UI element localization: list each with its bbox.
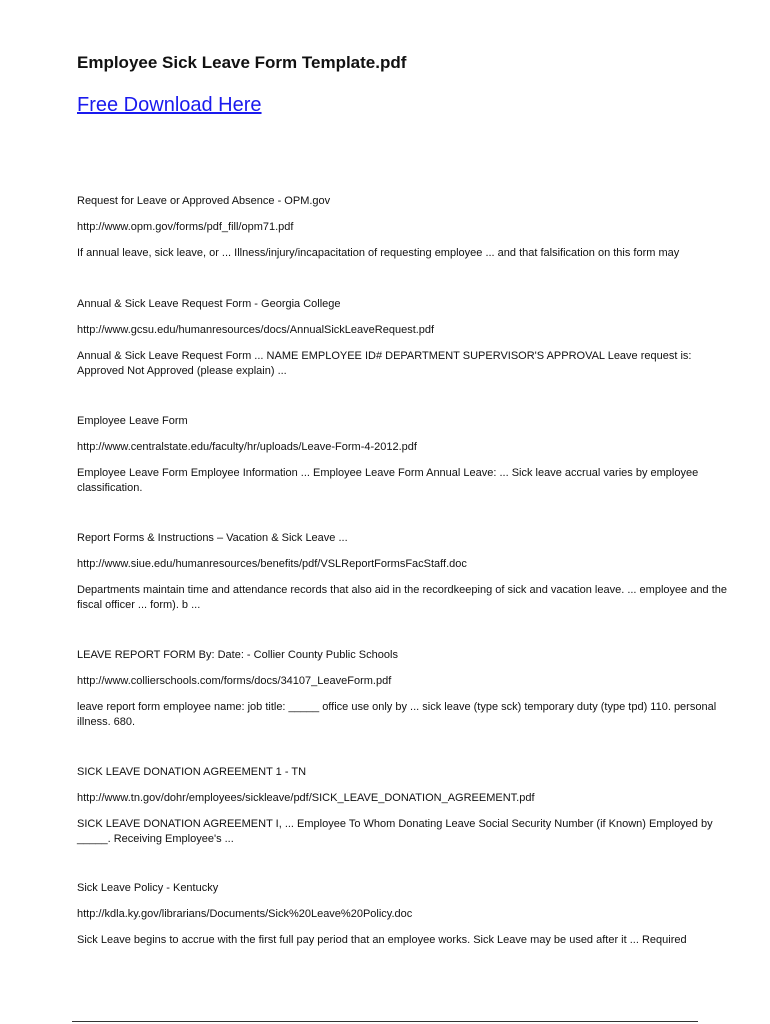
page-title: Employee Sick Leave Form Template.pdf	[77, 53, 407, 72]
result-snippet: If annual leave, sick leave, or ... Illness/injury/incapacitation of requesting employee ... and that falsification on this form may	[77, 247, 680, 259]
result-item	[77, 297, 727, 379]
result-item	[77, 414, 727, 496]
result-url: http://www.opm.gov/forms/pdf_fill/opm71.pdf	[77, 221, 294, 233]
result-item	[77, 648, 727, 730]
free-download-link[interactable]: Free Download Here	[77, 94, 262, 116]
result-url: http://www.collierschools.com/forms/docs/34107_LeaveForm.pdf	[77, 675, 392, 687]
result-title: Request for Leave or Approved Absence - OPM.gov	[77, 195, 331, 207]
result-url: http://www.siue.edu/humanresources/benefits/pdf/VSLReportFormsFacStaff.doc	[77, 558, 467, 570]
result-title: LEAVE REPORT FORM By: Date: - Collier County Public Schools	[77, 649, 398, 661]
result-url: http://kdla.ky.gov/librarians/Documents/Sick%20Leave%20Policy.doc	[77, 908, 413, 920]
result-title: Report Forms & Instructions – Vacation & Sick Leave ...	[77, 532, 348, 544]
result-item	[77, 765, 727, 847]
result-url: http://www.centralstate.edu/faculty/hr/uploads/Leave-Form-4-2012.pdf	[77, 441, 417, 453]
result-snippet: Sick Leave begins to accrue with the first full pay period that an employee works. Sick Leave may be used after it ... Required	[77, 934, 687, 946]
result-snippet: Departments maintain time and attendance records that also aid in the recordkeeping of sick and vacation leave. ... employee and the fiscal officer ... form). b ...	[77, 584, 727, 611]
result-snippet: Annual & Sick Leave Request Form ... NAME EMPLOYEE ID# DEPARTMENT SUPERVISOR'S APPROVAL Leave request is: Approved Not Approved (please explain) ...	[77, 350, 692, 377]
result-snippet: SICK LEAVE DONATION AGREEMENT I, ... Employee To Whom Donating Leave Social Security Number (if Known) Employed by _____. Receiving Employee's ...	[77, 818, 713, 845]
result-item	[77, 881, 727, 948]
result-snippet: leave report form employee name: job title: _____ office use only by ... sick leave (type sck) temporary duty (type tpd) 110. personal illness. 680.	[77, 701, 717, 728]
result-title: Annual & Sick Leave Request Form - Georgia College	[77, 298, 341, 310]
result-title: SICK LEAVE DONATION AGREEMENT 1 - TN	[77, 766, 307, 778]
result-title: Employee Leave Form	[77, 415, 188, 427]
result-title: Sick Leave Policy - Kentucky	[77, 882, 219, 894]
result-item	[77, 531, 727, 613]
result-url: http://www.gcsu.edu/humanresources/docs/AnnualSickLeaveRequest.pdf	[77, 324, 435, 336]
result-snippet: Employee Leave Form Employee Information ... Employee Leave Form Annual Leave: ... Sick leave accrual varies by employee classification.	[77, 467, 699, 494]
result-item	[77, 194, 727, 261]
footer-divider	[72, 1021, 698, 1022]
result-url: http://www.tn.gov/dohr/employees/sickleave/pdf/SICK_LEAVE_DONATION_AGREEMENT.pdf	[77, 792, 535, 804]
